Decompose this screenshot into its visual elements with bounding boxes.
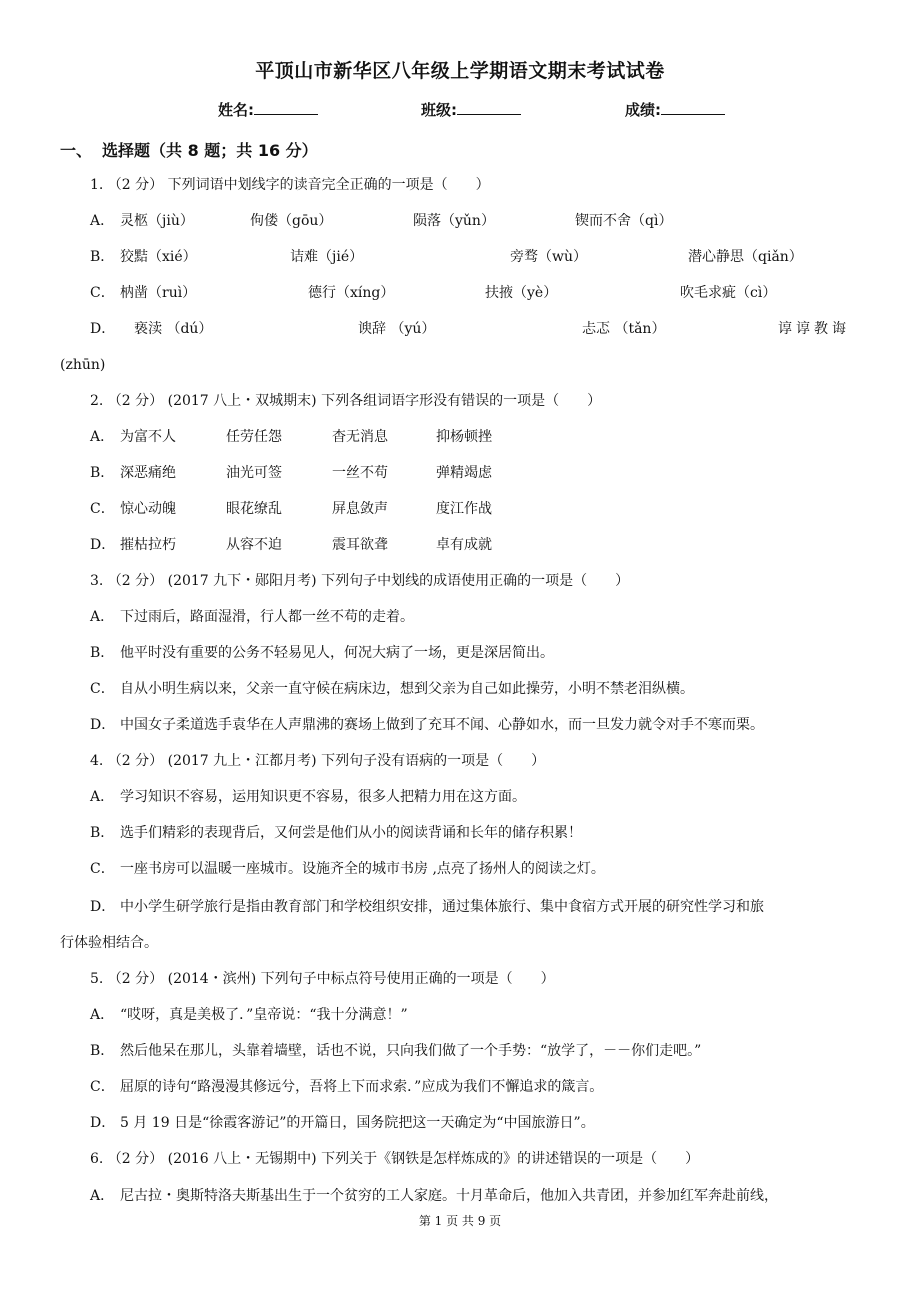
score-label: 成绩: (625, 101, 661, 119)
option-label: C． (90, 1079, 115, 1095)
option-item: 吹毛求疵（cì） (680, 285, 777, 301)
option-a[interactable] (90, 787, 526, 807)
option-text: “哎呀，真是美极了．”皇帝说：“我十分满意！” (120, 1007, 408, 1023)
option-b[interactable] (90, 823, 582, 843)
option-b[interactable] (90, 463, 590, 483)
option-text: 中国女子柔道选手袁华在人声鼎沸的赛场上做到了充耳不闻、心静如水，而一旦发力就令对手不寒而栗。 (120, 717, 764, 733)
option-item: 杳无消息 (332, 429, 388, 445)
option-text: 中小学生研学旅行是指由教育部门和学校组织安排，通过集体旅行、集中食宿方式开展的研究性学习和旅 (120, 899, 764, 915)
option-c[interactable] (90, 1077, 603, 1097)
option-b[interactable] (90, 1041, 701, 1061)
section-title: 选择题（共 8 题；共 16 分） (102, 141, 318, 160)
option-item: 油光可签 (226, 465, 282, 481)
option-label: A． (90, 213, 115, 229)
option-item: 潜心静思（qiǎn） (688, 249, 803, 265)
option-label: A． (90, 789, 115, 805)
question-stem: 5. （2 分） (2014・滨州) 下列句子中标点符号使用正确的一项是（ ） (90, 971, 555, 987)
option-label: C． (90, 681, 115, 697)
option-wrap: 行体验相结合。 (60, 935, 158, 951)
option-item: 谆谆教诲 (778, 321, 850, 337)
option-text: 自从小明生病以来，父亲一直守候在病床边，想到父亲为自己如此操劳，小明不禁老泪纵横。 (120, 681, 694, 697)
option-item: 亵渎 （dú） (134, 321, 213, 337)
option-a[interactable] (90, 1005, 408, 1025)
option-text: 学习知识不容易，运用知识更不容易，很多人把精力用在这方面。 (120, 789, 526, 805)
question-stem: 4. （2 分） (2017 九上・江都月考) 下列句子没有语病的一项是（ ） (90, 753, 546, 769)
option-text: 一座书房可以温暖一座城市。设施齐全的城市书房 ,点亮了扬州人的阅读之灯。 (120, 861, 605, 877)
score-field[interactable] (625, 99, 725, 120)
option-item: 从容不迫 (226, 537, 282, 553)
question-stem: 3. （2 分） (2017 九下・郧阳月考) 下列句子中划线的成语使用正确的一项是（ ） (90, 573, 630, 589)
option-label: D． (90, 899, 116, 915)
option-text: 他平时没有重要的公务不轻易见人，何况大病了一场，更是深居简出。 (120, 645, 554, 661)
option-a[interactable] (90, 211, 870, 231)
option-item: 抑杨顿挫 (436, 429, 492, 445)
option-item: 摧枯拉朽 (120, 537, 176, 553)
option-item: 卓有成就 (436, 537, 492, 553)
option-label: D． (90, 1115, 116, 1131)
option-item: 扶掖（yè） (485, 285, 558, 301)
option-item: 忐忑 （tǎn） (582, 321, 666, 337)
option-a[interactable] (90, 607, 414, 627)
option-label: C． (90, 285, 115, 301)
option-item: 屏息敛声 (332, 501, 388, 517)
option-label: D． (90, 321, 116, 337)
section-number: 一、 (60, 141, 93, 160)
option-item: 弹精竭虑 (436, 465, 492, 481)
option-item: 狡黠（xié） (120, 249, 197, 265)
option-item: 一丝不苟 (332, 465, 388, 481)
class-field[interactable] (421, 99, 521, 120)
option-b[interactable] (90, 247, 870, 267)
option-item: 为富不人 (120, 429, 176, 445)
option-d[interactable] (90, 535, 590, 555)
option-label: B． (90, 825, 115, 841)
option-label: A． (90, 1007, 115, 1023)
name-blank[interactable] (254, 100, 318, 115)
option-label: B． (90, 645, 115, 661)
option-text: 下过雨后，路面湿滑，行人都一丝不苟的走着。 (120, 609, 414, 625)
option-item: 度江作战 (436, 501, 492, 517)
option-label: D． (90, 537, 116, 553)
option-label: B． (90, 1043, 115, 1059)
option-item: 震耳欲聋 (332, 537, 388, 553)
option-item: 灵柩（jiù） (120, 213, 194, 229)
option-item: 诘难（jié） (290, 249, 364, 265)
option-c[interactable] (90, 283, 870, 303)
option-d[interactable] (90, 897, 764, 917)
option-item: 旁骛（wù） (510, 249, 587, 265)
class-blank[interactable] (457, 100, 521, 115)
question-stem: 2. （2 分） (2017 八上・双城期末) 下列各组词语字形没有错误的一项是（ ） (90, 393, 602, 409)
option-label: A． (90, 1188, 115, 1204)
option-item: 眼花缭乱 (226, 501, 282, 517)
option-item: 惊心动魄 (120, 501, 176, 517)
option-text: 尼古拉・奥斯特洛夫斯基出生于一个贫穷的工人家庭。十月革命后，他加入共青团，并参加红军奔赴前线， (120, 1188, 778, 1204)
page-footer: 第 1 页 共 9 页 (418, 1214, 502, 1228)
option-label: C． (90, 861, 115, 877)
score-blank[interactable] (661, 100, 725, 115)
option-item: 任劳任怨 (226, 429, 282, 445)
class-label: 班级: (421, 101, 457, 119)
option-d[interactable] (90, 319, 870, 339)
option-text: 屈原的诗句“路漫漫其修远兮，吾将上下而求索．”应成为我们不懈追求的箴言。 (120, 1079, 604, 1095)
option-label: A． (90, 429, 115, 445)
option-text: 然后他呆在那儿，头靠着墙壁，话也不说，只向我们做了一个手势：“放学了，－－你们走吧。” (120, 1043, 702, 1059)
name-label: 姓名: (218, 101, 254, 119)
option-label: D． (90, 717, 116, 733)
name-field[interactable] (218, 99, 318, 120)
section-heading (60, 138, 318, 161)
option-b[interactable] (90, 643, 554, 663)
option-item: 谀辞 （yú） (358, 321, 436, 337)
option-item: 德行（xíng） (308, 285, 395, 301)
option-label: A． (90, 609, 115, 625)
option-d[interactable] (90, 1113, 595, 1133)
option-item: 深恶痛绝 (120, 465, 176, 481)
question-stem: 1. （2 分） 下列词语中划线字的读音完全正确的一项是（ ） (90, 177, 490, 193)
option-label: B． (90, 249, 115, 265)
option-c[interactable] (90, 859, 605, 879)
exam-title: 平顶山市新华区八年级上学期语文期末考试试卷 (255, 60, 665, 82)
option-a[interactable] (90, 1186, 778, 1206)
option-text: 5 月 19 日是“徐霞客游记”的开篇日，国务院把这一天确定为“中国旅游日”。 (120, 1115, 595, 1131)
option-item: 枘凿（ruì） (120, 285, 197, 301)
option-item: 佝偻（gōu） (250, 213, 333, 229)
option-c[interactable] (90, 679, 694, 699)
option-item: 陨落（yǔn） (413, 213, 495, 229)
option-text: 选手们精彩的表现背后，又何尝是他们从小的阅读背诵和长年的储存积累！ (120, 825, 582, 841)
question-stem: 6. （2 分） (2016 八上・无锡期中) 下列关于《钢铁是怎样炼成的》的讲述错误的一项是（ ） (90, 1151, 700, 1167)
option-d[interactable] (90, 715, 764, 735)
option-a[interactable] (90, 427, 590, 447)
option-label: C． (90, 501, 115, 517)
option-label: B． (90, 465, 115, 481)
option-wrap: (zhūn) (60, 357, 106, 373)
option-c[interactable] (90, 499, 590, 519)
option-item: 锲而不舍（qì） (575, 213, 673, 229)
